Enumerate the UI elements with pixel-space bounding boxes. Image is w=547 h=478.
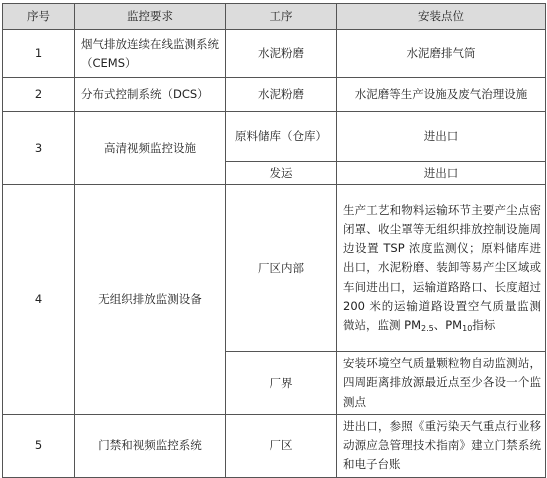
location-text: 生产工艺和物料运输环节主要产尘点密闭罩、收尘罩等无组织排放控制设施周边设置 TSP 浓度监测仪；原料储库进出口，水泥粉磨、装卸等易产尘区域或车间进出口，运输道路路口、长度超过 200 米的运输道路设置空气质量监测微站，监测 PM [343, 202, 541, 332]
location-text-end: 指标 [472, 318, 496, 332]
installation-location: 进出口 [337, 162, 546, 185]
table-row [3, 78, 546, 112]
pm25-subscript: 2.5 [421, 324, 434, 333]
installation-location [337, 185, 546, 352]
monitoring-requirement: 门禁和视频监控系统 [75, 415, 226, 478]
table-row [3, 415, 546, 478]
monitoring-requirement: 烟气排放连续在线监测系统（CEMS） [75, 30, 226, 78]
row-number: 4 [3, 185, 75, 415]
row-number: 5 [3, 415, 75, 478]
monitoring-requirements-table [2, 3, 546, 478]
process: 发运 [226, 162, 337, 185]
table-row [3, 112, 546, 162]
installation-location: 进出口 [337, 112, 546, 162]
process: 原料储库（仓库） [226, 112, 337, 162]
monitoring-requirement: 高清视频监控设施 [75, 112, 226, 185]
installation-location: 进出口，参照《重污染天气重点行业移动源应急管理技术指南》建立门禁系统和电子台账 [337, 415, 546, 478]
row-number: 1 [3, 30, 75, 78]
header-installation-location: 安装点位 [337, 4, 546, 30]
header-row [3, 4, 546, 30]
pm-separator: 、PM [433, 318, 463, 332]
process: 厂界 [226, 352, 337, 415]
monitoring-requirement: 分布式控制系统（DCS） [75, 78, 226, 112]
process: 厂区内部 [226, 185, 337, 352]
table-row [3, 30, 546, 78]
header-serial-number: 序号 [3, 4, 75, 30]
installation-location: 水泥磨等生产设施及废气治理设施 [337, 78, 546, 112]
header-process: 工序 [226, 4, 337, 30]
installation-location: 水泥磨排气筒 [337, 30, 546, 78]
row-number: 3 [3, 112, 75, 185]
row-number: 2 [3, 78, 75, 112]
process: 厂区 [226, 415, 337, 478]
table-row [3, 185, 546, 352]
pm10-subscript: 10 [462, 324, 473, 333]
process: 水泥粉磨 [226, 30, 337, 78]
monitoring-requirement: 无组织排放监测设备 [75, 185, 226, 415]
header-monitoring-requirement: 监控要求 [75, 4, 226, 30]
process: 水泥粉磨 [226, 78, 337, 112]
installation-location: 安装环境空气质量颗粒物自动监测站，四周距离排放源最近点至少各设一个监测点 [337, 352, 546, 415]
